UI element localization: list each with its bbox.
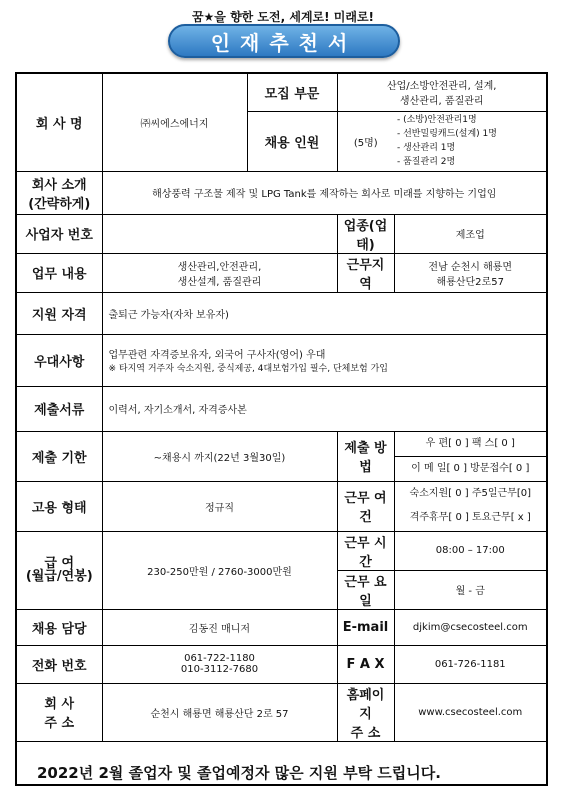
- phone-value: 061-722-1180 010-3112-7680: [102, 645, 337, 683]
- intro-value: 해상풍력 구조물 제작 및 LPG Tank를 제작하는 회사로 미래를 지향하는 기업임: [102, 171, 546, 214]
- documents-value: 이력서, 자기소개서, 자격증사본: [102, 386, 546, 431]
- work-days-value: 월 - 금: [394, 570, 546, 609]
- address-label: 회 사 주 소: [17, 683, 102, 741]
- conditions-value: [394, 481, 546, 531]
- homepage-value: www.csecosteel.com: [394, 683, 546, 741]
- recruit-dept-label: 모집 부문: [247, 74, 337, 111]
- slogan: 꿈★을 향한 도전, 세계로! 미래로!: [191, 10, 375, 24]
- list-item: - 생산관리 1명: [397, 143, 456, 153]
- work-days-label: 근무 요일: [337, 570, 394, 609]
- biz-no-label: 사업자 번호: [17, 214, 102, 253]
- address-value: 순천시 해룡면 해룡산단 2로 57: [102, 683, 337, 741]
- duties-value: 생산관리,안전관리, 생산설계, 품질관리: [102, 253, 337, 292]
- conditions-line: 숙소지원[ 0 ] 주5일근무[0]: [409, 488, 531, 499]
- method-line: 우 편[ 0 ] 팩 스[ 0 ]: [395, 432, 547, 457]
- form-table: [17, 74, 546, 803]
- salary-label: 급 여 (월급/연봉): [17, 531, 102, 609]
- fax-value: 061-726-1181: [394, 645, 546, 683]
- preference-value: [102, 334, 546, 386]
- headcount-list: [394, 111, 546, 171]
- fax-label: F A X: [337, 645, 394, 683]
- conditions-label: 근무 여건: [337, 481, 394, 531]
- deadline-label: 제출 기한: [17, 431, 102, 481]
- salary-value: 230-250만원 / 2760-3000만원: [102, 531, 337, 609]
- deadline-value: ~채용시 까지(22년 3월30일): [102, 431, 337, 481]
- email-label: E-mail: [337, 609, 394, 645]
- work-area-label: 근무지역: [337, 253, 394, 292]
- email-value: djkim@csecosteel.com: [394, 609, 546, 645]
- footer-message: 2022년 2월 졸업자 및 졸업예정자 많은 지원 부탁 드립니다.: [17, 741, 546, 803]
- contact-value: 김동진 매니저: [102, 609, 337, 645]
- company-name-label: 회 사 명: [17, 74, 102, 171]
- method-label: 제출 방법: [337, 431, 394, 481]
- employment-value: 정규직: [102, 481, 337, 531]
- list-item: - 품질관리 2명: [397, 157, 456, 167]
- list-item: - 선반밀링캐드(설계) 1명: [397, 129, 497, 139]
- headcount-total: (5명): [337, 111, 394, 171]
- recommendation-form: [15, 72, 548, 786]
- phone-label: 전화 번호: [17, 645, 102, 683]
- work-hours-value: 08:00 – 17:00: [394, 531, 546, 570]
- biz-no-value: [102, 214, 337, 253]
- documents-label: 제출서류: [17, 386, 102, 431]
- company-name-value: ㈜씨에스에너지: [102, 74, 247, 171]
- preference-note: ※ 타지역 거주자 숙소지원, 중식제공, 4대보험가입 필수, 단체보험 가입: [108, 364, 388, 374]
- qualification-value: 출퇴근 가능자(자차 보유자): [102, 292, 546, 334]
- intro-label: 회사 소개 (간략하게): [17, 171, 102, 214]
- preference-label: 우대사항: [17, 334, 102, 386]
- work-hours-label: 근무 시간: [337, 531, 394, 570]
- method-value: [394, 431, 546, 481]
- homepage-label: 홈페이지 주 소: [337, 683, 394, 741]
- industry-value: 제조업: [394, 214, 546, 253]
- headcount-label: 채용 인원: [247, 111, 337, 171]
- document-title: 인재추천서: [168, 24, 400, 58]
- conditions-line: 격주휴무[ 0 ] 토요근무[ x ]: [409, 512, 531, 523]
- recruit-dept-value: 산업/소방안전관리, 설계, 생산관리, 품질관리: [337, 74, 546, 111]
- industry-label: 업종(업태): [337, 214, 394, 253]
- preference-line: 업무관련 자격증보유자, 외국어 구사자(영어) 우대: [108, 350, 326, 361]
- contact-label: 채용 담당: [17, 609, 102, 645]
- method-line: 이 메 일[ 0 ] 방문접수[ 0 ]: [411, 462, 530, 474]
- employment-label: 고용 형태: [17, 481, 102, 531]
- qualification-label: 지원 자격: [17, 292, 102, 334]
- duties-label: 업무 내용: [17, 253, 102, 292]
- work-area-value: 전남 순천시 해룡면 해룡산단2로57: [394, 253, 546, 292]
- list-item: - (소방)안전관리1명: [397, 115, 477, 125]
